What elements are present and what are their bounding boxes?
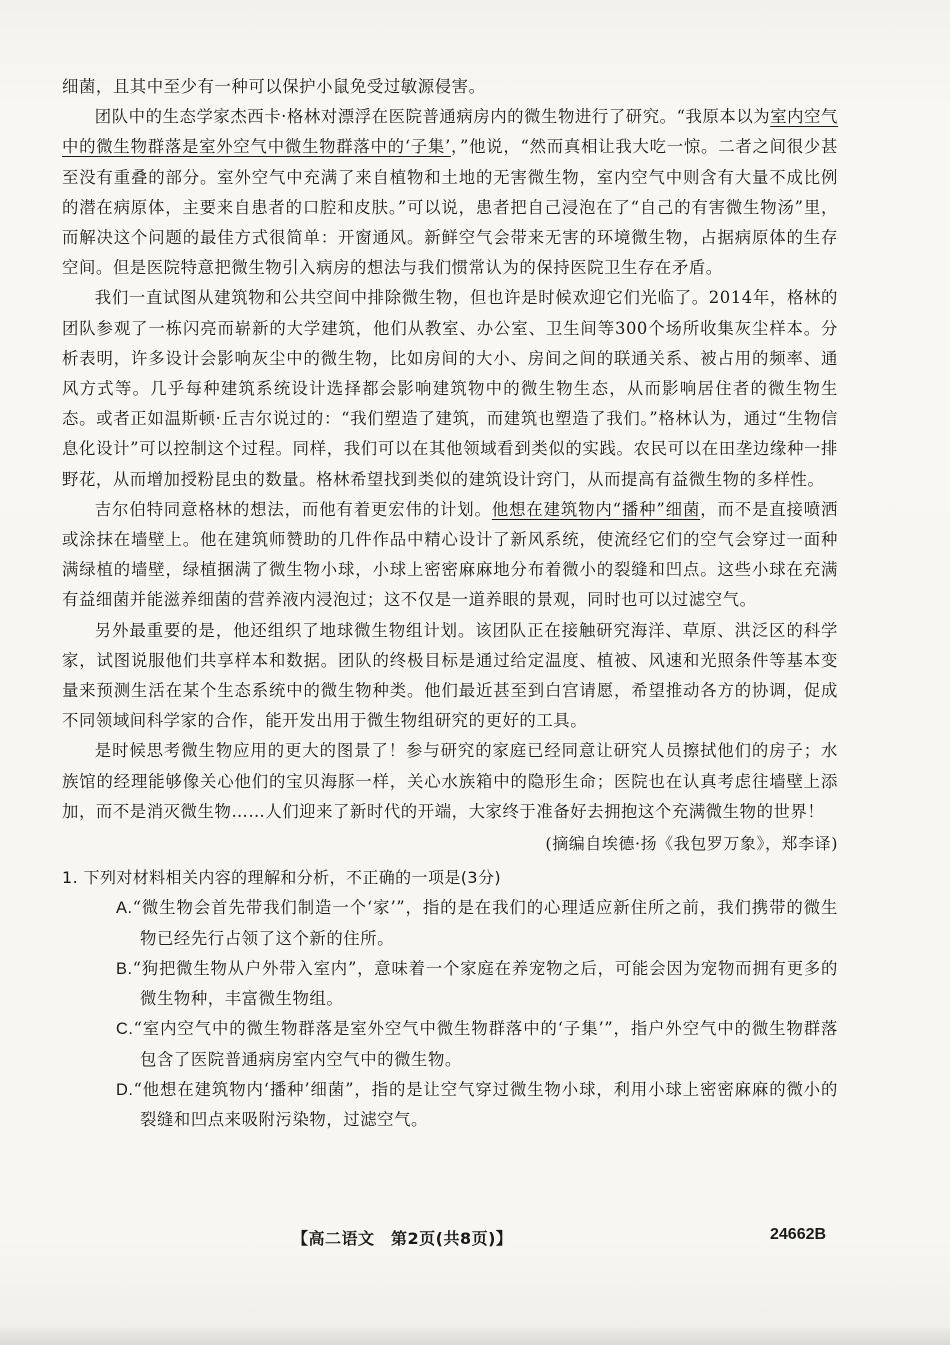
option-b-letter: B. — [116, 959, 133, 978]
option-a-text: “微生物会首先带我们制造一个‘家’”，指的是在我们的心理适应新住所之前，我们携带的微生物已经先行占领了这个新的住所。 — [132, 898, 838, 948]
paragraph-lead: 细菌，且其中至少有一种可以保护小鼠免受过敏源侵害。 — [62, 77, 486, 96]
passage-body — [62, 72, 838, 1135]
paragraph-3-text-a: 吉尔伯特同意格林的想法，而他有着更宏伟的计划。 — [94, 499, 492, 519]
paragraph-5: 是时候思考微生物应用的更大的图景了！参与研究的家庭已经同意让研究人员擦拭他们的房子；水族馆的经理能够像关心他们的宝贝海豚一样，关心水族箱中的隐形生命；医院也在认真考虑往墙壁上添加，而不是消灭微生物……人们迎来了新时代的开端，大家终于准备好去拥抱这个充满微生物的世界！ — [62, 741, 838, 821]
option-d-text: “他想在建筑物内‘播种’细菌”，指的是让空气穿过微生物小球，利用小球上密密麻麻的微小的裂缝和凹点来吸附污染物，过滤空气。 — [133, 1079, 838, 1129]
source-citation: (摘编自埃德·扬《我包罗万象》，郑李译) — [545, 834, 838, 854]
option-c-text: “室内空气中的微生物群落是室外空气中微生物群落中的‘子集’”，指户外空气中的微生物群落包含了医院普通病房室内空气中的微生物。 — [133, 1019, 838, 1069]
paragraph-3-underlined: 他想在建筑物内“播种”细菌 — [491, 499, 701, 519]
paragraph-1-text-b: ，”他说，“然而真相让我大吃一惊。二者之间很少甚至没有重叠的部分。室外空气中充满了来自植物和土地的无害微生物，室内空气中则含有大量不成比例的潜在病原体，主要来自患者的口腔和皮肤。”可以说，患者把自己浸泡在了“自己的有害微生物汤”里，而解决这个问题的最佳方式很简单：开窗通风。新鲜空气会带来无害的环境微生物，占据病原体的生存空间。但是医院特意把微生物引入病房的想法与我们惯常认为的保持医院卫生存在矛盾。 — [62, 137, 838, 278]
paragraph-4: 另外最重要的是，他还组织了地球微生物组计划。该团队正在接触研究海洋、草原、洪泛区的科学家，试图说服他们共享样本和数据。团队的终极目标是通过给定温度、植被、风速和光照条件等基本变量来预测生活在某个生态系统中的微生物种类。他们最近甚至到白宫请愿，希望推动各方的协调，促成不同领域间科学家的合作，能开发出用于微生物组研究的更好的工具。 — [62, 620, 838, 731]
question-1-title: 1. 下列对材料相关内容的理解和分析，不正确的一项是(3分) — [62, 868, 502, 888]
option-d — [62, 1075, 838, 1135]
paragraph-3 — [62, 495, 838, 616]
paragraph-1 — [62, 102, 838, 283]
option-c-letter: C. — [116, 1020, 134, 1039]
paragraph-1-text-a: 团队中的生态学家杰西卡·格林对漂浮在医院普通病房内的微生物进行了研究。“我原本以为 — [94, 107, 771, 127]
paragraph-2: 我们一直试图从建筑物和公共空间中排除微生物，但也许是时候欢迎它们光临了。2014年，格林的团队参观了一栋闪亮而崭新的大学建筑，他们从教室、办公室、卫生间等300个场所收集灰尘样本。分析表明，许多设计会影响灰尘中的微生物，比如房间的大小、房间之间的联通关系、被占用的频率、通风方式等。几乎每种建筑系统设计选择都会影响建筑物中的微生物生态，从而影响居住者的微生物生态。或者正如温斯顿·丘吉尔说过的：“我们塑造了建筑，而建筑也塑造了我们。”格林认为，通过“生物信息化设计”可以控制这个过程。同样，我们可以在其他领域看到类似的实践。农民可以在田垄边缘种一排野花，从而增加授粉昆虫的数量。格林希望找到类似的建筑设计窍门，从而提高有益微生物的多样性。 — [62, 288, 838, 489]
footer-exam-code: 24662B — [770, 1226, 827, 1243]
paragraph-1-underlined: 室内空气中的微生物群落是室外空气中微生物群落中的‘子集’ — [62, 107, 839, 157]
option-a — [62, 893, 838, 953]
option-b-text: “狗把微生物从户外带入室内”，意味着一个家庭在养宠物之后，可能会因为宠物而拥有更多的微生物种，丰富微生物组。 — [132, 958, 838, 1009]
footer-page-label: 【高二语文 第2页(共8页)】 — [292, 1229, 513, 1248]
paragraph-3-text-b: ，而不是直接喷洒或涂抹在墙壁上。他在建筑师赞助的几件作品中精心设计了新风系统，使流经它们的空气会穿过一面种满绿植的墙壁，绿植捆满了微生物小球，小球上密密麻麻地分布着微小的裂缝和凹点。这些小球在充满有益细菌并能滋养细菌的营养液内浸泡过；这不仅是一道养眼的景观，同时也可以过滤空气。 — [62, 499, 838, 610]
option-d-letter: D. — [116, 1080, 134, 1099]
page-footer — [0, 1226, 950, 1256]
option-a-letter: A. — [116, 899, 133, 918]
option-c — [62, 1014, 838, 1074]
option-b — [62, 954, 838, 1014]
scan-edge-shadow — [0, 1328, 950, 1345]
